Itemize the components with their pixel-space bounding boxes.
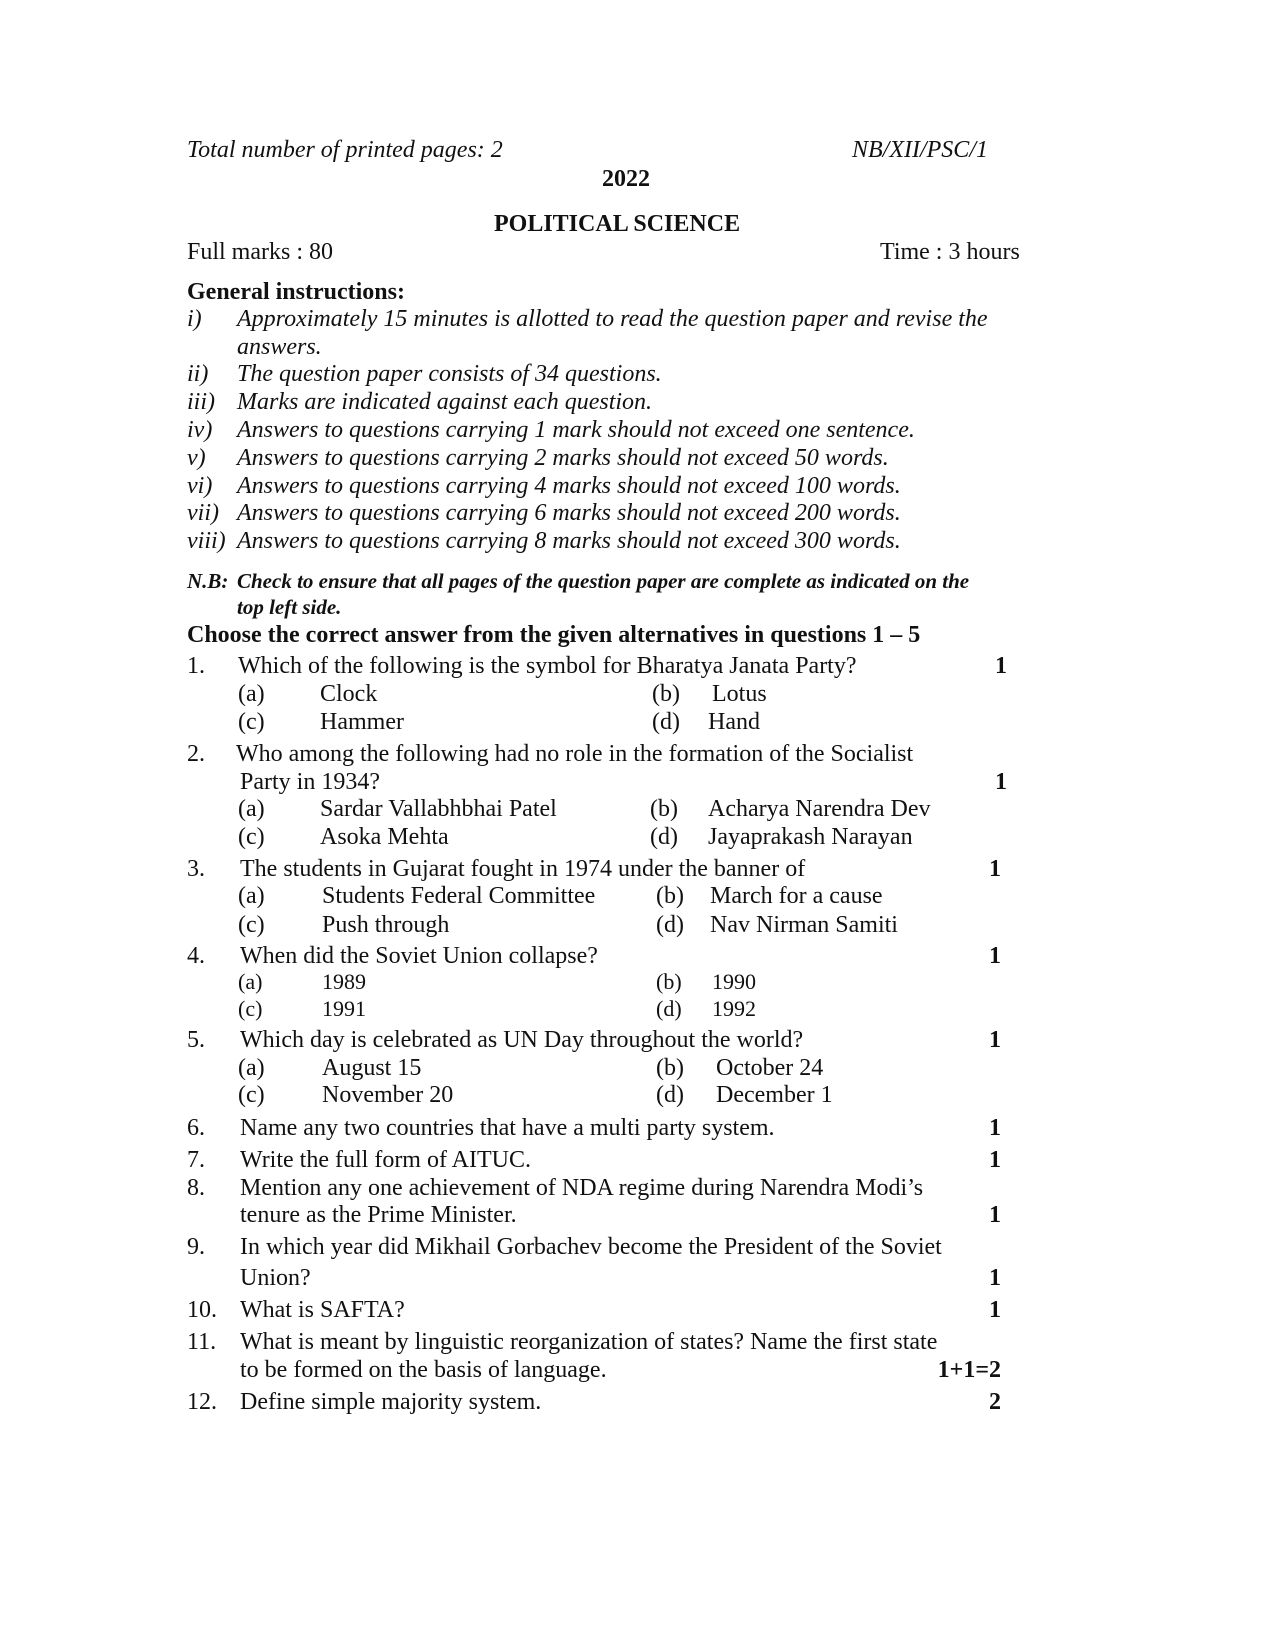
time-allowed: Time : 3 hours: [880, 239, 1020, 265]
instruction-text: Answers to questions carrying 8 marks should not exceed 300 words.: [237, 528, 901, 554]
question-text: When did the Soviet Union collapse?: [240, 943, 598, 969]
option-text: Sardar Vallabhbhai Patel: [320, 796, 557, 822]
option-text: October 24: [716, 1055, 824, 1081]
question-text-continued: tenure as the Prime Minister.: [240, 1202, 517, 1228]
question-marks: 1: [989, 1202, 1001, 1228]
question-marks: 1: [989, 1265, 1001, 1291]
option-key: (d): [656, 1082, 684, 1108]
question-text: Which day is celebrated as UN Day throughout the world?: [240, 1027, 804, 1053]
question-number: 5.: [187, 1027, 205, 1053]
option-text: 1989: [322, 969, 366, 994]
question-marks: 1+1=2: [937, 1357, 1001, 1383]
option-text: Nav Nirman Samiti: [710, 912, 898, 938]
option-text: 1990: [712, 969, 756, 994]
instruction-text: Answers to questions carrying 4 marks should not exceed 100 words.: [237, 473, 901, 499]
mcq-heading: Choose the correct answer from the given alternatives in questions 1 – 5: [187, 622, 921, 648]
option-text: December 1: [716, 1082, 833, 1108]
nb-text-continued: top left side.: [237, 595, 342, 619]
option-text: Push through: [322, 912, 450, 938]
instruction-text: Answers to questions carrying 6 marks should not exceed 200 words.: [237, 500, 901, 526]
option-text: Clock: [320, 681, 378, 707]
subject-title: POLITICAL SCIENCE: [494, 211, 741, 237]
option-text: Hand: [708, 709, 760, 735]
question-text-continued: Union?: [240, 1265, 311, 1291]
question-text: Write the full form of AITUC.: [240, 1147, 531, 1173]
instruction-number: vii): [187, 500, 219, 526]
nb-label: N.B:: [187, 569, 229, 593]
question-text: Define simple majority system.: [240, 1389, 542, 1415]
option-text: Jayaprakash Narayan: [708, 824, 913, 850]
option-key: (c): [238, 912, 265, 938]
option-text: November 20: [322, 1082, 454, 1108]
question-marks: 1: [989, 1115, 1001, 1141]
option-key: (c): [238, 709, 265, 735]
question-number: 8.: [187, 1175, 205, 1201]
instruction-text: Answers to questions carrying 1 mark should not exceed one sentence.: [237, 417, 915, 443]
instruction-number: iii): [187, 389, 215, 415]
instruction-number: viii): [187, 528, 226, 554]
question-number: 1.: [187, 653, 205, 679]
option-key: (d): [656, 996, 682, 1021]
question-text: Name any two countries that have a multi party system.: [240, 1115, 775, 1141]
option-key: (b): [656, 1055, 684, 1081]
instruction-number: i): [187, 306, 202, 332]
question-number: 2.: [187, 741, 205, 767]
question-number: 12.: [187, 1389, 217, 1415]
option-text: March for a cause: [710, 883, 883, 909]
option-key: (b): [652, 681, 680, 707]
option-key: (a): [238, 1055, 265, 1081]
option-key: (c): [238, 824, 265, 850]
nb-text: Check to ensure that all pages of the question paper are complete as indicated on the: [237, 569, 970, 593]
question-text-continued: Party in 1934?: [240, 769, 380, 795]
option-key: (d): [652, 709, 680, 735]
question-number: 9.: [187, 1234, 205, 1260]
option-key: (b): [656, 969, 682, 994]
question-marks: 1: [989, 1147, 1001, 1173]
option-key: (a): [238, 681, 265, 707]
option-text: 1991: [322, 996, 366, 1021]
instruction-number: v): [187, 445, 206, 471]
instruction-number: iv): [187, 417, 213, 443]
question-marks: 1: [989, 856, 1001, 882]
instruction-text: The question paper consists of 34 questions.: [237, 361, 662, 387]
paper-code: NB/XII/PSC/1: [852, 137, 988, 163]
question-text: Who among the following had no role in the formation of the Socialist: [236, 741, 914, 767]
option-key: (b): [650, 796, 678, 822]
option-text: Hammer: [320, 709, 404, 735]
question-marks: 1: [989, 1297, 1001, 1323]
option-text: 1992: [712, 996, 756, 1021]
instruction-text: Approximately 15 minutes is allotted to read the question paper and revise the: [237, 306, 988, 332]
question-number: 10.: [187, 1297, 217, 1323]
option-key: (c): [238, 996, 263, 1021]
question-text: What is SAFTA?: [240, 1297, 405, 1323]
question-number: 6.: [187, 1115, 205, 1141]
question-number: 7.: [187, 1147, 205, 1173]
option-key: (a): [238, 883, 265, 909]
option-key: (d): [650, 824, 678, 850]
option-text: August 15: [322, 1055, 422, 1081]
instruction-text: Answers to questions carrying 2 marks should not exceed 50 words.: [237, 445, 889, 471]
question-marks: 1: [989, 1027, 1001, 1053]
question-text: In which year did Mikhail Gorbachev become the President of the Soviet: [240, 1234, 942, 1260]
exam-year: 2022: [602, 166, 650, 192]
question-marks: 1: [995, 769, 1007, 795]
question-text: What is meant by linguistic reorganization of states? Name the first state: [240, 1329, 938, 1355]
instruction-text: Marks are indicated against each question.: [237, 389, 653, 415]
option-key: (d): [656, 912, 684, 938]
instructions-heading: General instructions:: [187, 279, 405, 305]
question-number: 4.: [187, 943, 205, 969]
question-text: The students in Gujarat fought in 1974 under the banner of: [240, 856, 806, 882]
question-number: 11.: [187, 1329, 217, 1355]
question-text: Mention any one achievement of NDA regime during Narendra Modi’s: [240, 1175, 924, 1201]
full-marks: Full marks : 80: [187, 239, 334, 265]
option-key: (a): [238, 969, 263, 994]
question-marks: 1: [995, 653, 1007, 679]
option-text: Asoka Mehta: [320, 824, 449, 850]
question-text: Which of the following is the symbol for Bharatya Janata Party?: [238, 653, 857, 679]
printed-pages-note: Total number of printed pages: 2: [187, 137, 503, 163]
question-number: 3.: [187, 856, 205, 882]
instruction-number: ii): [187, 361, 209, 387]
option-key: (b): [656, 883, 684, 909]
question-marks: 1: [989, 943, 1001, 969]
option-key: (c): [238, 1082, 265, 1108]
question-marks: 2: [989, 1389, 1001, 1415]
instruction-number: vi): [187, 473, 213, 499]
option-text: Lotus: [712, 681, 767, 707]
question-text-continued: to be formed on the basis of language.: [240, 1357, 607, 1383]
option-text: Students Federal Committee: [322, 883, 596, 909]
instruction-text-continued: answers.: [237, 334, 322, 360]
option-key: (a): [238, 796, 265, 822]
option-text: Acharya Narendra Dev: [708, 796, 931, 822]
